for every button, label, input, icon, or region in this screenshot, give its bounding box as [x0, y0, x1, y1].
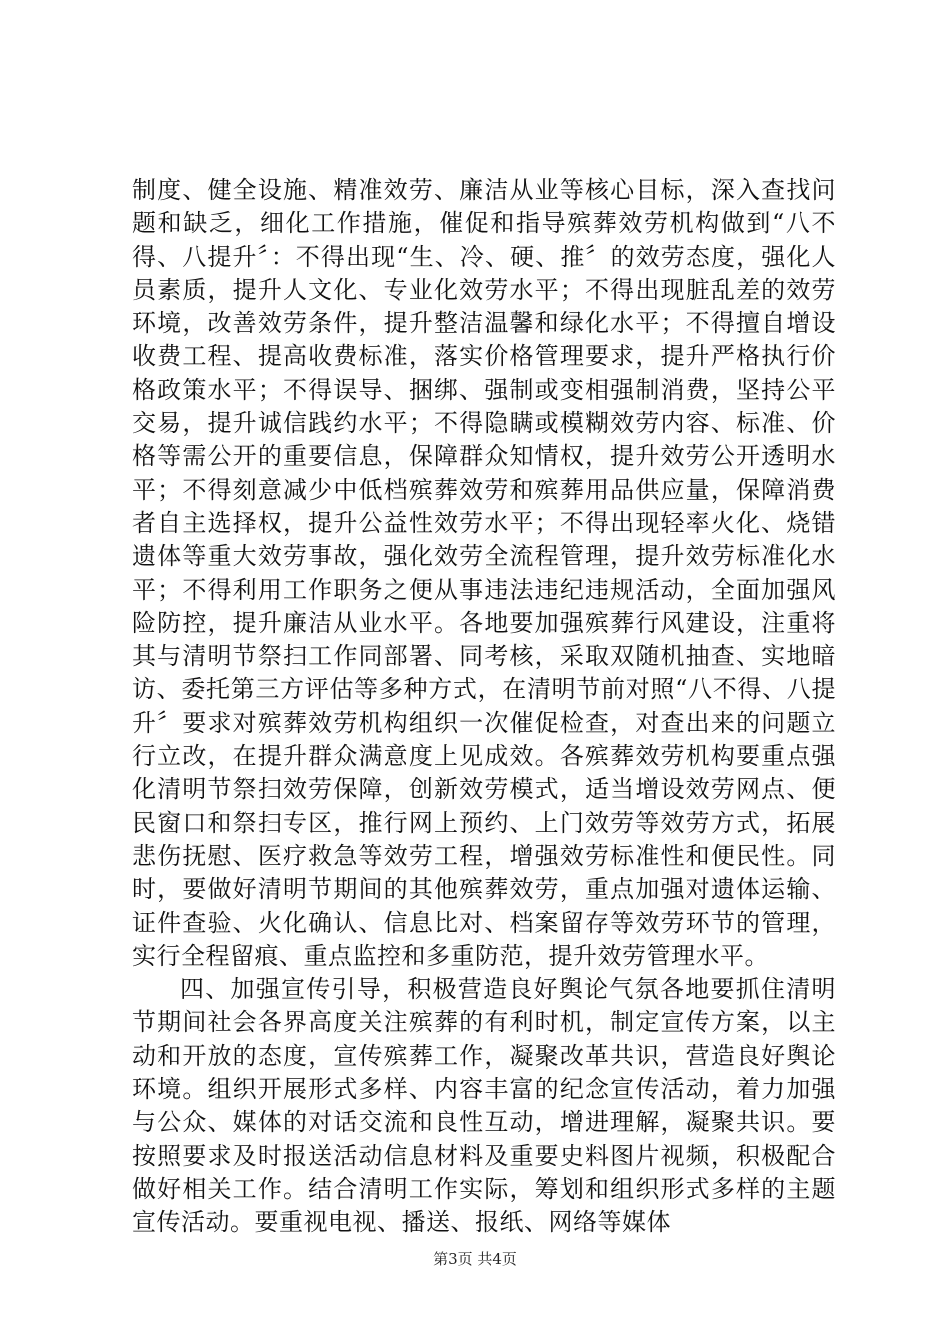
page-footer: 第3页 共4页 — [433, 1250, 517, 1268]
document-body — [132, 174, 836, 1240]
paragraph-section-four: 四、加强宣传引导，积极营造良好舆论气氛各地要抓住清明节期间社会各界高度关注殡葬的有利时机，制定宣传方案，以主动和开放的态度，宣传殡葬工作，凝聚改革共识，营造良好舆论环境。组织开展形式多样、内容丰富的纪念宣传活动，着力加强与公众、媒体的对话交流和良性互动，增进理解，凝聚共识。要按照要求及时报送活动信息材料及重要史料图片视频，积极配合做好相关工作。结合清明工作实际，筹划和组织形式多样的主题宣传活动。要重视电视、播送、报纸、网络等媒体 — [132, 975, 836, 1237]
paragraph-continuation: 制度、健全设施、精准效劳、廉洁从业等核心目标，深入查找问题和缺乏，细化工作措施，催促和指导殡葬效劳机构做到“八不得、八提升〞：不得出现“生、冷、硬、推〞的效劳态度，强化人员素质，提升人文化、专业化效劳水平；不得出现脏乱差的效劳环境，改善效劳条件，提升整洁温馨和绿化水平；不得擅自增设收费工程、提高收费标准，落实价格管理要求，提升严格执行价格政策水平；不得误导、捆绑、强制或变相强制消费，坚持公平交易，提升诚信践约水平；不得隐瞒或模糊效劳内容、标准、价格等需公开的重要信息，保障群众知情权，提升效劳公开透明水平；不得刻意减少中低档殡葬效劳和殡葬用品供应量，保障消费者自主选择权，提升公益性效劳水平；不得出现轻率火化、烧错遗体等重大效劳事故，强化效劳全流程管理，提升效劳标准化水平；不得利用工作职务之便从事违法违纪违规活动，全面加强风险防控，提升廉洁从业水平。各地要加强殡葬行风建设，注重将其与清明节祭扫工作同部署、同考核，采取双随机抽查、实地暗访、委托第三方评估等多种方式，在清明节前对照“八不得、八提升〞要求对殡葬效劳机构组织一次催促检查，对查出来的问题立行立改，在提升群众满意度上见成效。各殡葬效劳机构要重点强化清明节祭扫效劳保障，创新效劳模式，适当增设效劳网点、便民窗口和祭扫专区，推行网上预约、上门效劳等效劳方式，拓展悲伤抚慰、医疗救急等效劳工程，增强效劳标准性和便民性。同时，要做好清明节期间的其他殡葬效劳，重点加强对遗体运输、证件查验、火化确认、信息比对、档案留存等效劳环节的管理，实行全程留痕、重点监控和多重防范，提升效劳管理水平。 — [132, 176, 836, 970]
